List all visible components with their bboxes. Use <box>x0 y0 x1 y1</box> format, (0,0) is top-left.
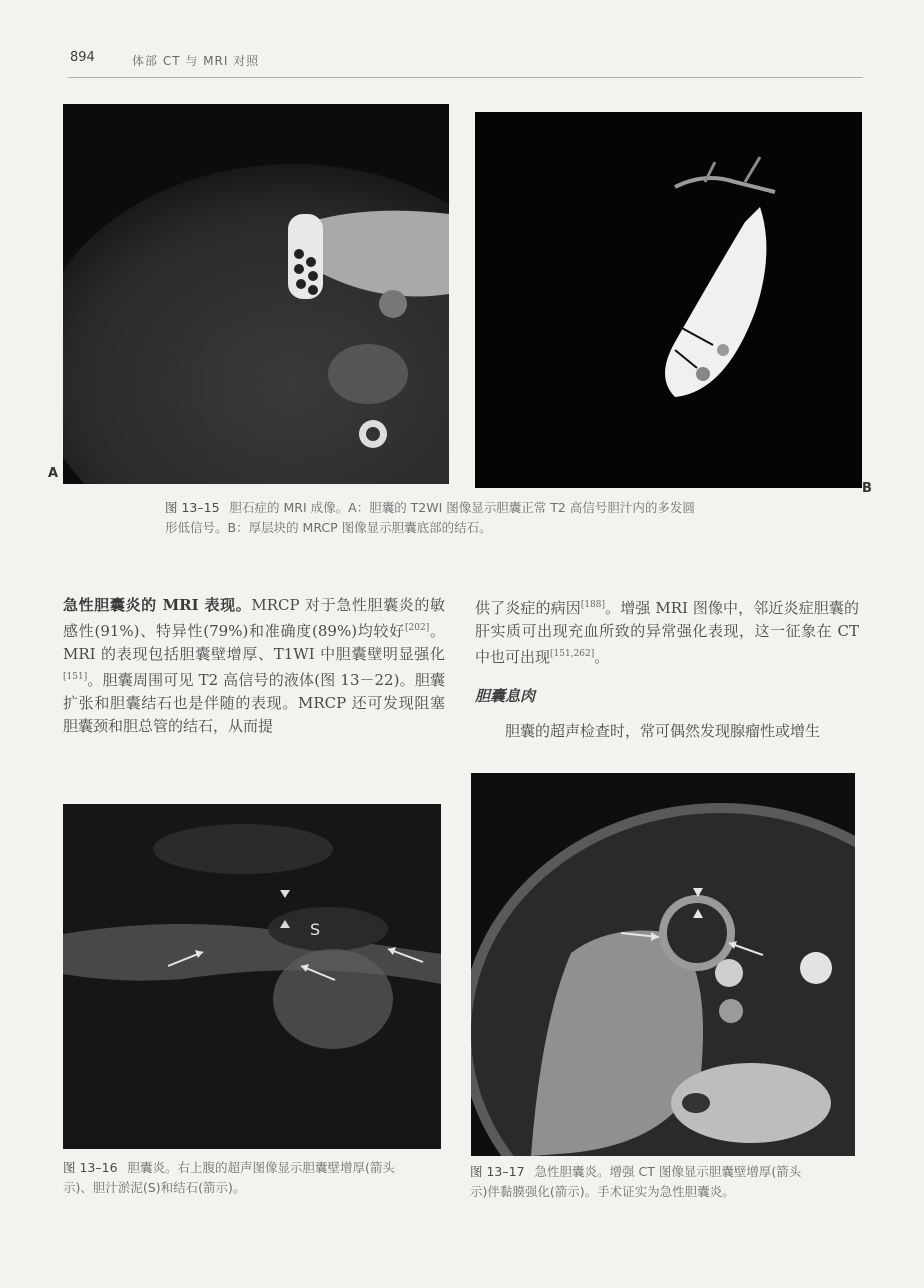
body-right-text-1: 供了炎症的病因 <box>475 599 581 617</box>
header-rule <box>68 77 863 78</box>
citation-151-262: [151,262] <box>550 649 595 659</box>
body-left-text-2: 。MRI 的表现包括胆囊壁增厚、T1WI 中胆囊壁明显强化 <box>63 622 445 663</box>
mri-axial-svg <box>63 104 449 484</box>
running-title: 体部 CT 与 MRI 对照 <box>132 54 260 68</box>
panel-label-a: A <box>48 466 59 481</box>
figure-13-15b-mrcp-image <box>475 112 862 488</box>
body-left-text-1: MRCP 对于急性胆囊炎的敏感性(91%)、特异性(79%)和准确度(89%)均较好 <box>63 596 445 640</box>
citation-151: [151] <box>63 672 88 682</box>
mrcp-svg <box>475 112 862 488</box>
ultrasound-svg <box>63 804 441 1149</box>
citation-188: [188] <box>580 600 606 610</box>
body-left-text-3: 。胆囊周围可见 T2 高信号的液体(图 13－22)。胆囊扩张和胆囊结石也是伴随的表现。MRCP 还可发现阻塞胆囊颈和胆总管的结石，从而提 <box>63 671 445 735</box>
figure-13-16-caption <box>63 1158 448 1198</box>
figure-13-17-caption <box>470 1162 865 1202</box>
body-right-text-2: 。增强 MRI 图像中，邻近炎症胆囊的肝实质可出现充血所致的异常强化表现，这一征象在 CT 中也可出现 <box>475 599 859 666</box>
body-right-text-3: 。 <box>594 648 610 666</box>
figure-13-15-id: 图 13–15 <box>165 500 220 515</box>
figure-13-15-caption-line1: 胆石症的 MRI 成像。A：胆囊的 T2WI 图像显示胆囊正常 T2 高信号胆汁内的多发圆 <box>229 500 695 515</box>
ultrasound-label-s: S <box>310 920 321 939</box>
figure-13-16-ultrasound-image <box>63 804 441 1149</box>
figure-13-16-caption-line2: 示)、胆汁淤泥(S)和结石(箭示)。 <box>63 1180 246 1195</box>
figure-13-17-caption-line1: 急性胆囊炎。增强 CT 图像显示胆囊壁增厚(箭头 <box>534 1164 802 1179</box>
figure-13-17-ct-image <box>471 773 855 1156</box>
figure-13-15a-mri-image <box>63 104 449 484</box>
page-number: 894 <box>70 50 95 65</box>
figure-13-16-id: 图 13–16 <box>63 1160 118 1175</box>
body-column-right <box>475 594 859 669</box>
panel-label-b: B <box>862 481 872 496</box>
body-column-left <box>63 594 445 738</box>
section-heading-gallbladder-polyp: 胆囊息肉 <box>475 687 536 705</box>
figure-13-16-caption-line1: 胆囊炎。右上腹的超声图像显示胆囊壁增厚(箭头 <box>127 1160 395 1175</box>
citation-202: [202] <box>405 623 430 633</box>
figure-13-17-caption-line2: 示)伴黏膜强化(箭示)。手术证实为急性胆囊炎。 <box>470 1184 735 1199</box>
body-right-paragraph-polyp: 胆囊的超声检查时，常可偶然发现腺瘤性或增生 <box>505 722 821 740</box>
ct-svg <box>471 773 855 1156</box>
section-lead-acute-cholecystitis: 急性胆囊炎的 MRI 表现。 <box>63 596 252 614</box>
figure-13-17-id: 图 13–17 <box>470 1164 525 1179</box>
figure-13-15-caption-line2: 形低信号。B：厚层块的 MRCP 图像显示胆囊底部的结石。 <box>165 520 492 535</box>
figure-13-15-caption <box>165 498 805 538</box>
